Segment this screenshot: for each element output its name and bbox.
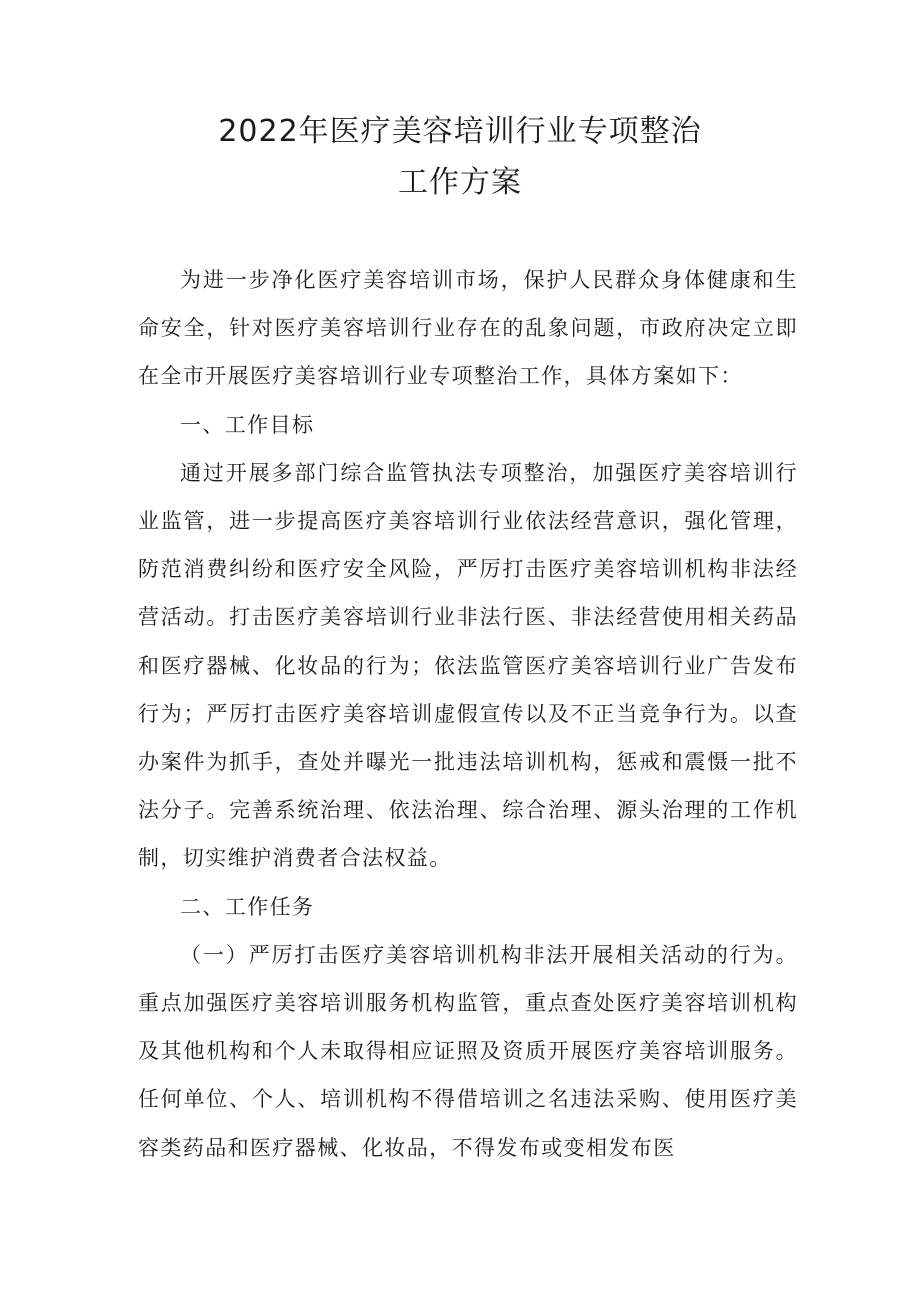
section2-heading: 二、工作任务: [180, 894, 315, 919]
document-body: [138, 256, 798, 1172]
section1-heading: 一、工作目标: [180, 412, 315, 437]
document-title-line2: 工作方案: [398, 165, 522, 200]
section2-item1-paragraph: （一）严厉打击医疗美容培训机构非法开展相关活动的行为。重点加强医疗美容培训服务机构监管，重点查处医疗美容培训机构及其他机构和个人未取得相应证照及资质开展医疗美容培训服务。任何单位、个人、培训机构不得借培训之名违法采购、使用医疗美容类药品和医疗器械、化妆品，不得发布或变相发布医: [138, 942, 798, 1160]
document-title-line1: 2022年医疗美容培训行业专项整治: [218, 114, 702, 149]
section1-paragraph: 通过开展多部门综合监管执法专项整治，加强医疗美容培训行业监管，进一步提高医疗美容培训行业依法经营意识，强化管理，防范消费纠纷和医疗安全风险，严厉打击医疗美容培训机构非法经营活动。打击医疗美容培训行业非法行医、非法经营使用相关药品和医疗器械、化妆品的行为；依法监管医疗美容培训行业广告发布行为；严厉打击医疗美容培训虚假宣传以及不正当竞争行为。以查办案件为抓手，查处并曝光一批违法培训机构，惩戒和震慑一批不法分子。完善系统治理、依法治理、综合治理、源头治理的工作机制，切实维护消费者合法权益。: [138, 460, 798, 871]
intro-paragraph: 为进一步净化医疗美容培训市场，保护人民群众身体健康和生命安全，针对医疗美容培训行业存在的乱象问题，市政府决定立即在全市开展医疗美容培训行业专项整治工作，具体方案如下：: [138, 268, 798, 389]
